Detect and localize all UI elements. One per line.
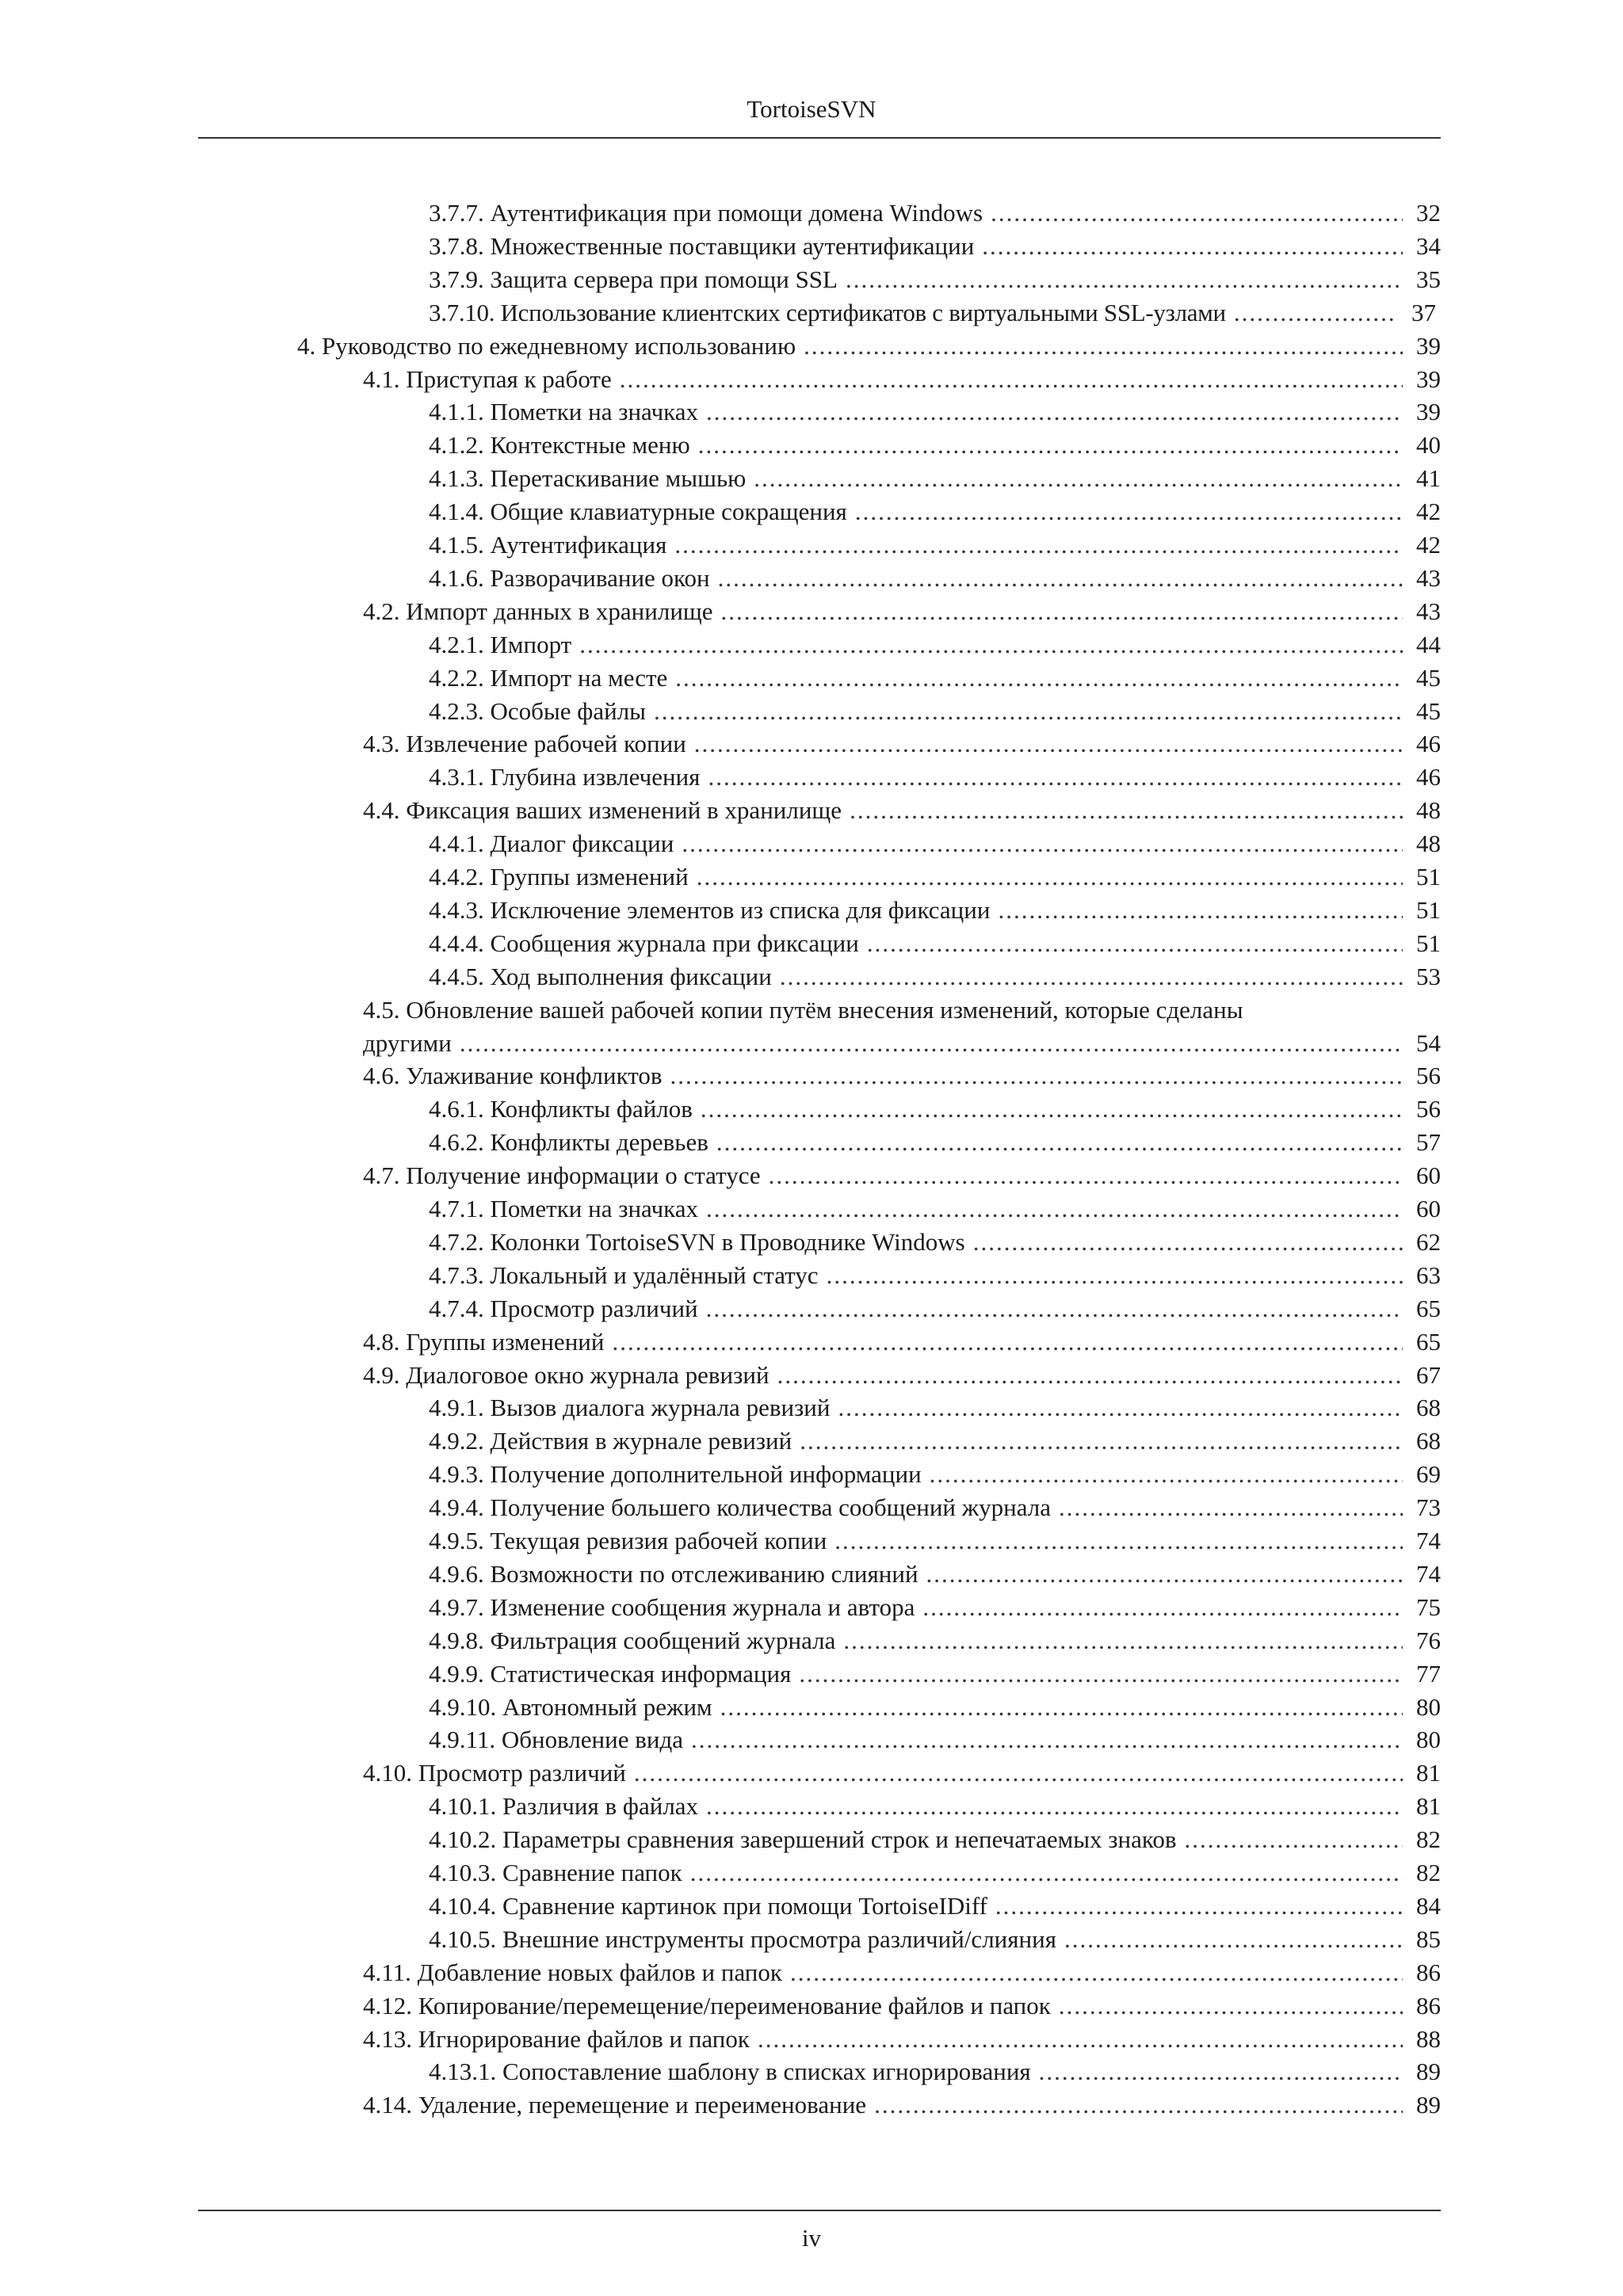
toc-page-number: 65 xyxy=(1416,1294,1441,1322)
toc-entry-title: 4.1.4. Общие клавиатурные сокращения xyxy=(429,498,847,526)
toc-entry[interactable] xyxy=(429,628,1441,662)
toc-entry[interactable] xyxy=(429,960,1441,994)
toc-entry[interactable] xyxy=(429,230,1441,263)
toc-entry[interactable] xyxy=(363,1159,1441,1192)
toc-page-number: 53 xyxy=(1416,962,1441,990)
toc-entry-title: 4. Руководство по ежедневному использованию xyxy=(297,331,796,360)
toc-page-number: 51 xyxy=(1416,895,1441,924)
toc-dot-leader xyxy=(694,727,1403,761)
toc-dot-leader xyxy=(827,1259,1403,1292)
toc-entry-title: 4.9.2. Действия в журнале ревизий xyxy=(429,1427,792,1455)
toc-dot-leader xyxy=(790,1956,1403,1989)
toc-page-number: 41 xyxy=(1416,464,1441,493)
toc-dot-leader xyxy=(698,429,1403,462)
toc-dot-leader xyxy=(706,1292,1403,1325)
toc-page-number: 39 xyxy=(1416,331,1441,360)
toc-page-number: 68 xyxy=(1416,1427,1441,1455)
toc-page-number: 74 xyxy=(1416,1559,1441,1588)
toc-dot-leader xyxy=(1059,1491,1403,1524)
toc-entry[interactable] xyxy=(429,462,1441,495)
toc-entry-title: 4.9.5. Текущая ревизия рабочей копии xyxy=(429,1527,827,1554)
toc-page-number: 89 xyxy=(1416,2058,1441,2086)
toc-dot-leader xyxy=(701,1093,1403,1126)
toc-dot-leader xyxy=(843,1624,1403,1657)
toc-page-number: 65 xyxy=(1416,1327,1441,1356)
toc-page-number: 80 xyxy=(1416,1692,1441,1721)
toc-page-number: 60 xyxy=(1416,1195,1441,1222)
toc-entry[interactable] xyxy=(363,727,1441,761)
toc-entry-title: 4.8. Группы изменений xyxy=(363,1327,605,1356)
toc-dot-leader xyxy=(1064,1923,1403,1956)
toc-page-number: 42 xyxy=(1416,531,1441,559)
toc-dot-leader xyxy=(690,1856,1403,1890)
toc-entry[interactable] xyxy=(429,860,1441,894)
toc-entry-title: 4.9. Диалоговое окно журнала ревизий xyxy=(363,1360,769,1389)
toc-page-number: 51 xyxy=(1416,863,1441,891)
toc-entry[interactable] xyxy=(429,1093,1441,1126)
toc-entry[interactable] xyxy=(429,1856,1441,1890)
toc-page-number: 39 xyxy=(1416,364,1441,393)
toc-entry[interactable] xyxy=(429,662,1441,695)
toc-entry-title: 4.3. Извлечение рабочей копии xyxy=(363,730,686,758)
toc-dot-leader xyxy=(1039,2055,1403,2088)
toc-dot-leader xyxy=(1185,1823,1403,1856)
toc-entry[interactable] xyxy=(429,395,1441,429)
page-number: iv xyxy=(801,2224,822,2252)
toc-entry-title: 4.14. Удаление, перемещение и переименование xyxy=(363,2091,867,2119)
toc-entry-title: 4.9.3. Получение дополнительной информации xyxy=(429,1460,922,1489)
toc-entry[interactable] xyxy=(363,2088,1441,2122)
toc-entry[interactable] xyxy=(429,1126,1441,1159)
toc-page-number: 86 xyxy=(1416,1991,1441,2019)
toc-entry-title: 4.1.5. Аутентификация xyxy=(429,531,667,559)
toc-entry-title[interactable]: 4.5. Обновление вашей рабочей копии путём внесения изменений, которые сделаны xyxy=(363,995,1243,1024)
toc-entry[interactable] xyxy=(429,1624,1441,1657)
toc-entry[interactable] xyxy=(429,827,1441,860)
toc-entry[interactable] xyxy=(429,429,1441,462)
toc-dot-leader xyxy=(769,1159,1403,1192)
toc-page-number: 44 xyxy=(1416,630,1441,658)
toc-dot-leader xyxy=(612,1325,1403,1359)
toc-dot-leader xyxy=(838,1391,1403,1425)
toc-entry-title: 4.10.3. Сравнение папок xyxy=(429,1859,682,1886)
toc-dot-leader xyxy=(754,462,1403,495)
toc-dot-leader xyxy=(716,1126,1403,1159)
toc-page-number: 75 xyxy=(1416,1592,1441,1621)
toc-dot-leader xyxy=(1234,296,1398,330)
toc-entry[interactable] xyxy=(363,1359,1441,1392)
toc-dot-leader xyxy=(682,827,1403,860)
toc-dot-leader xyxy=(720,1691,1403,1724)
toc-entry[interactable] xyxy=(429,1524,1441,1558)
toc-page-number: 86 xyxy=(1416,1958,1441,1986)
toc-dot-leader xyxy=(706,395,1403,429)
toc-dot-leader xyxy=(697,860,1403,894)
toc-entry[interactable] xyxy=(363,794,1441,827)
toc-page-number: 40 xyxy=(1416,431,1441,460)
toc-entry[interactable] xyxy=(429,1657,1441,1691)
toc-dot-leader xyxy=(874,2088,1403,2122)
toc-entry[interactable] xyxy=(429,1192,1441,1226)
toc-page-number: 37 xyxy=(1411,298,1436,326)
toc-page-number: 56 xyxy=(1416,1062,1441,1090)
toc-entry-title: 4.9.9. Статистическая информация xyxy=(429,1659,792,1688)
toc-dot-leader xyxy=(973,1226,1403,1259)
toc-dot-leader xyxy=(855,495,1403,528)
toc-dot-leader xyxy=(460,1027,1403,1060)
toc-dot-leader xyxy=(804,330,1403,363)
toc-page-number: 57 xyxy=(1416,1128,1441,1157)
toc-page-number: 69 xyxy=(1416,1460,1441,1489)
toc-page-number: 62 xyxy=(1416,1227,1441,1256)
toc-page-number: 80 xyxy=(1416,1726,1441,1754)
toc-entry[interactable] xyxy=(429,1691,1441,1724)
toc-entry[interactable] xyxy=(429,695,1441,728)
toc-entry[interactable] xyxy=(363,1325,1441,1359)
toc-entry[interactable] xyxy=(429,196,1441,230)
toc-dot-leader xyxy=(998,894,1403,927)
toc-dot-leader xyxy=(834,1524,1403,1558)
toc-entry[interactable] xyxy=(429,1425,1441,1458)
toc-entry-title: 4.13.1. Сопоставление шаблону в списках игнорирования xyxy=(429,2058,1031,2086)
toc-dot-leader xyxy=(799,1657,1403,1691)
toc-entry-title: 4.9.4. Получение большего количества сообщений журнала xyxy=(429,1493,1052,1522)
toc-dot-leader xyxy=(721,595,1403,628)
toc-dot-leader xyxy=(1059,1989,1403,2023)
toc-entry-title: другими xyxy=(363,1028,452,1057)
toc-entry-title: 4.7.2. Колонки TortoiseSVN в Проводнике Windows xyxy=(429,1227,965,1256)
toc-page-number: 46 xyxy=(1416,730,1441,758)
toc-entry-title: 4.6.2. Конфликты деревьев xyxy=(429,1128,708,1157)
toc-entry-title: 4.13. Игнорирование файлов и папок xyxy=(363,2024,750,2053)
toc-entry[interactable] xyxy=(429,1292,1441,1325)
toc-page-number: 51 xyxy=(1416,929,1441,957)
toc-entry[interactable] xyxy=(429,1226,1441,1259)
header-rule xyxy=(198,137,1441,139)
toc-page-number: 67 xyxy=(1416,1360,1441,1389)
toc-dot-leader xyxy=(691,1723,1403,1756)
toc-page-number: 63 xyxy=(1416,1261,1441,1289)
toc-dot-leader xyxy=(620,363,1403,396)
toc-entry[interactable] xyxy=(363,1956,1441,1989)
toc-dot-leader xyxy=(777,1359,1403,1392)
toc-page-number: 82 xyxy=(1416,1859,1441,1886)
toc-dot-leader xyxy=(850,794,1403,827)
toc-entry-title: 3.7.9. Защита сервера при помощи SSL xyxy=(429,265,838,293)
toc-page-number: 56 xyxy=(1416,1095,1441,1123)
toc-entry-title: 3.7.7. Аутентификация при помощи домена Windows xyxy=(429,199,983,227)
toc-page-number: 45 xyxy=(1416,696,1441,725)
toc-dot-leader xyxy=(991,196,1403,230)
toc-entry-title: 3.7.10. Использование клиентских сертификатов с виртуальными SSL-узлами xyxy=(429,298,1226,326)
toc-entry[interactable] xyxy=(429,495,1441,528)
toc-entry-title: 4.1. Приступая к работе xyxy=(363,364,612,393)
toc-dot-leader xyxy=(718,562,1403,595)
toc-entry[interactable] xyxy=(429,528,1441,562)
toc-page-number: 42 xyxy=(1416,498,1441,526)
toc-dot-leader xyxy=(634,1756,1403,1790)
toc-page-number: 48 xyxy=(1416,796,1441,825)
toc-entry-title: 4.10.1. Различия в файлах xyxy=(429,1792,699,1821)
toc-entry[interactable] xyxy=(363,1989,1441,2023)
toc-entry-title: 4.10.2. Параметры сравнения завершений строк и непечатаемых знаков xyxy=(429,1825,1177,1854)
toc-entry[interactable] xyxy=(429,1723,1441,1756)
toc-dot-leader xyxy=(706,1790,1403,1823)
toc-page-number: 85 xyxy=(1416,1924,1441,1953)
toc-dot-leader xyxy=(867,927,1403,960)
toc-entry-title: 4.4.2. Группы изменений xyxy=(429,863,689,891)
toc-entry-title: 4.9.8. Фильтрация сообщений журнала xyxy=(429,1626,836,1654)
toc-dot-leader xyxy=(675,662,1403,695)
toc-entry-title: 4.2.3. Особые файлы xyxy=(429,696,646,725)
toc-entry[interactable] xyxy=(429,562,1441,595)
toc-entry[interactable] xyxy=(429,1558,1441,1591)
toc-entry[interactable] xyxy=(429,1391,1441,1425)
toc-page-number: 81 xyxy=(1416,1792,1441,1821)
toc-entry-title: 4.11. Добавление новых файлов и папок xyxy=(363,1958,782,1986)
toc-page-number: 39 xyxy=(1416,398,1441,426)
toc-entry-title: 4.9.10. Автономный режим xyxy=(429,1692,712,1721)
toc-dot-leader xyxy=(706,1192,1403,1226)
toc-entry-title: 4.9.7. Изменение сообщения журнала и автора xyxy=(429,1592,915,1621)
toc-entry-title: 4.4.1. Диалог фиксации xyxy=(429,830,674,858)
toc-page-number: 34 xyxy=(1416,231,1441,260)
toc-entry[interactable] xyxy=(429,1259,1441,1292)
toc-entry[interactable] xyxy=(363,1027,1441,1060)
toc-entry-title: 4.2.1. Импорт xyxy=(429,630,572,658)
toc-entry[interactable] xyxy=(429,1591,1441,1624)
toc-entry-title: 4.1.1. Пометки на значках xyxy=(429,398,699,426)
toc-entry[interactable] xyxy=(429,263,1441,296)
toc-entry-title: 4.7. Получение информации о статусе xyxy=(363,1161,761,1190)
toc-entry-title: 4.10. Просмотр различий xyxy=(363,1759,626,1787)
toc-dot-leader xyxy=(982,230,1403,263)
footer-rule xyxy=(198,2210,1441,2211)
toc-dot-leader xyxy=(674,528,1403,562)
toc-entry-title: 4.6. Улаживание конфликтов xyxy=(363,1062,663,1090)
toc-entry-title: 4.1.3. Перетаскивание мышью xyxy=(429,464,747,493)
toc-page-number: 45 xyxy=(1416,663,1441,692)
toc-page-number: 48 xyxy=(1416,830,1441,858)
toc-dot-leader xyxy=(922,1591,1403,1624)
toc-page-number: 32 xyxy=(1416,199,1441,227)
toc-entry-title: 4.12. Копирование/перемещение/переименование файлов и папок xyxy=(363,1991,1051,2019)
toc-dot-leader xyxy=(670,1059,1403,1093)
toc-entry-title: 4.4.5. Ход выполнения фиксации xyxy=(429,962,772,990)
toc-page-number: 77 xyxy=(1416,1659,1441,1688)
toc-entry[interactable] xyxy=(297,330,1441,363)
toc-dot-leader xyxy=(800,1425,1403,1458)
toc-entry-title: 4.7.1. Пометки на значках xyxy=(429,1195,699,1222)
toc-entry-title: 4.10.4. Сравнение картинок при помощи TortoiseIDiff xyxy=(429,1891,987,1920)
toc-entry[interactable] xyxy=(429,1790,1441,1823)
toc-page-number: 74 xyxy=(1416,1527,1441,1554)
toc-dot-leader xyxy=(579,628,1403,662)
toc-entry-title: 4.2. Импорт данных в хранилище xyxy=(363,597,713,625)
toc-dot-leader xyxy=(926,1558,1403,1591)
toc-entry[interactable] xyxy=(363,1756,1441,1790)
toc-page-number: 88 xyxy=(1416,2024,1441,2053)
toc-entry[interactable] xyxy=(363,363,1441,396)
toc-entry-title: 4.10.5. Внешние инструменты просмотра различий/слияния xyxy=(429,1924,1056,1953)
toc-page-number: 84 xyxy=(1416,1891,1441,1920)
toc-dot-leader xyxy=(654,695,1403,728)
toc-entry-title: 4.9.11. Обновление вида xyxy=(429,1726,684,1754)
toc-dot-leader xyxy=(995,1890,1403,1923)
toc-entry[interactable] xyxy=(363,2023,1441,2056)
toc-page-number: 68 xyxy=(1416,1394,1441,1422)
toc-entry-title: 4.4.4. Сообщения журнала при фиксации xyxy=(429,929,859,957)
toc-entry-title: 4.7.4. Просмотр различий xyxy=(429,1294,698,1322)
toc-entry-title: 4.4.3. Исключение элементов из списка для фиксации xyxy=(429,895,991,924)
toc-entry[interactable] xyxy=(429,761,1441,794)
toc-entry-title: 4.9.1. Вызов диалога журнала ревизий xyxy=(429,1394,831,1422)
toc-entry-title: 4.2.2. Импорт на месте xyxy=(429,663,668,692)
toc-page-number: 82 xyxy=(1416,1825,1441,1854)
toc-entry[interactable] xyxy=(429,296,1436,330)
running-header-title: TortoiseSVN xyxy=(747,95,876,123)
toc-page-number: 46 xyxy=(1416,763,1441,791)
toc-entry-title: 4.7.3. Локальный и удалённый статус xyxy=(429,1261,819,1289)
toc-entry-title: 4.9.6. Возможности по отслеживанию слияний xyxy=(429,1559,918,1588)
toc-page-number: 81 xyxy=(1416,1759,1441,1787)
toc-entry-title: 4.6.1. Конфликты файлов xyxy=(429,1095,693,1123)
toc-page-number: 54 xyxy=(1416,1028,1441,1057)
toc-entry-title: 4.3.1. Глубина извлечения xyxy=(429,763,701,791)
toc-dot-leader xyxy=(780,960,1403,994)
toc-page-number: 60 xyxy=(1416,1161,1441,1190)
toc-entry-title: 4.4. Фиксация ваших изменений в хранилище xyxy=(363,796,842,825)
toc-dot-leader xyxy=(758,2023,1403,2056)
toc-dot-leader xyxy=(930,1458,1403,1491)
toc-entry[interactable] xyxy=(429,1923,1441,1956)
toc-page-number: 43 xyxy=(1416,563,1441,592)
toc-dot-leader xyxy=(846,263,1403,296)
toc-entry[interactable] xyxy=(429,1823,1441,1856)
toc-entry[interactable] xyxy=(429,2055,1441,2088)
toc-page-number: 35 xyxy=(1416,265,1441,293)
toc-entry[interactable] xyxy=(429,1491,1441,1524)
toc-entry[interactable] xyxy=(429,927,1441,960)
toc-entry[interactable] xyxy=(363,1059,1441,1093)
toc-entry-title: 3.7.8. Множественные поставщики аутентификации xyxy=(429,231,975,260)
toc-entry-title: 4.1.2. Контекстные меню xyxy=(429,431,690,460)
toc-page-number: 43 xyxy=(1416,597,1441,625)
toc-page-number: 89 xyxy=(1416,2091,1441,2119)
toc-entry-title: 4.1.6. Разворачивание окон xyxy=(429,563,710,592)
toc-entry[interactable] xyxy=(429,1458,1441,1491)
toc-page-number: 76 xyxy=(1416,1626,1441,1654)
toc-entry[interactable] xyxy=(429,1890,1441,1923)
toc-entry[interactable] xyxy=(429,894,1441,927)
toc-entry[interactable] xyxy=(363,595,1441,628)
toc-dot-leader xyxy=(708,761,1403,794)
toc-page-number: 73 xyxy=(1416,1493,1441,1522)
